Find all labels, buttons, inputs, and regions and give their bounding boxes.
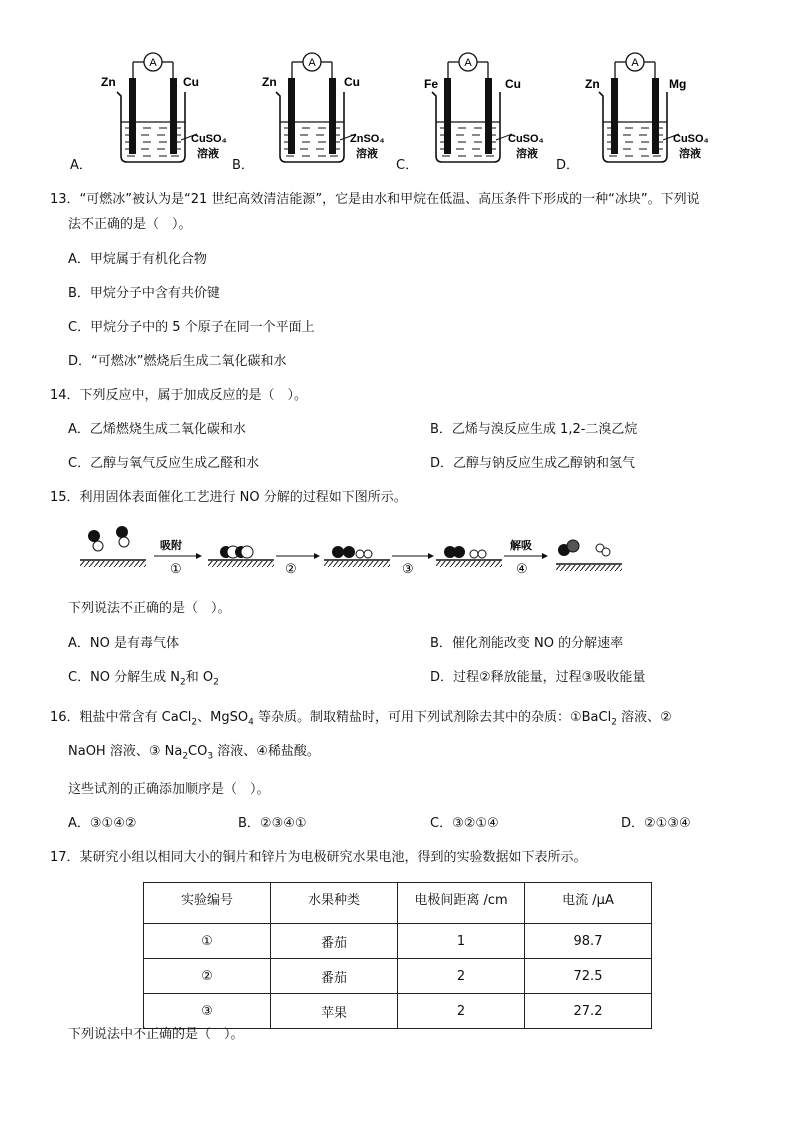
- q13-option-a[interactable]: A．甲烷属于有机化合物: [68, 252, 207, 267]
- solution-formula: ZnSO₄: [350, 133, 385, 145]
- table-cell: ②: [144, 959, 271, 994]
- header-current: 电流 /μA: [525, 883, 652, 924]
- q13-option-d[interactable]: D．“可燃冰”燃烧后生成二氧化碳和水: [68, 354, 287, 369]
- solution-word: 溶液: [356, 148, 378, 160]
- q13-option-b[interactable]: B．甲烷分子中含有共价键: [68, 286, 220, 301]
- q15-option-c-text: C．NO 分解生成 N: [68, 670, 181, 685]
- stage-adsorbed: [208, 546, 274, 567]
- q15-option-a[interactable]: A．NO 是有毒气体: [68, 636, 179, 651]
- subscript: 2: [182, 751, 189, 762]
- left-electrode-label: Zn: [262, 75, 277, 89]
- step-4-label: 解吸: [510, 540, 532, 552]
- q16-option-b[interactable]: B．②③④①: [238, 816, 307, 831]
- table-cell: 1: [398, 924, 525, 959]
- table-cell: 2: [398, 959, 525, 994]
- table-cell: 番茄: [271, 924, 398, 959]
- right-electrode-label: Cu: [183, 75, 199, 89]
- q14-option-a[interactable]: A．乙烯燃烧生成二氧化碳和水: [68, 422, 246, 437]
- q15-option-c-text2: 和 O: [185, 670, 214, 685]
- table-cell: ③: [144, 994, 271, 1029]
- subscript: 3: [207, 751, 214, 762]
- ammeter-label: A: [631, 57, 639, 69]
- table-row: [144, 959, 652, 994]
- stage-desorbed: [556, 540, 622, 571]
- table-header-row: [144, 883, 652, 924]
- stage-initial: [80, 526, 146, 567]
- q17-question: 下列说法中不正确的是（ ）。: [68, 1027, 244, 1042]
- table-row: [144, 924, 652, 959]
- q13-option-c[interactable]: C．甲烷分子中的 5 个原子在同一个平面上: [68, 320, 315, 335]
- table-row: [144, 994, 652, 1029]
- table-cell: 98.7: [525, 924, 652, 959]
- q15-option-c[interactable]: [68, 669, 219, 692]
- apparatus-c[interactable]: [424, 53, 544, 162]
- fruit-battery-table: [143, 882, 652, 1029]
- q15-option-d[interactable]: D．过程②释放能量，过程③吸收能量: [430, 670, 646, 685]
- option-d-letter[interactable]: D．: [556, 158, 580, 173]
- subscript: 4: [248, 717, 254, 728]
- step-1-label: 吸附: [160, 540, 182, 552]
- ammeter-label: A: [149, 57, 157, 69]
- q13-stem-line1: 13．“可燃冰”被认为是“21 世纪高效清洁能源”，它是由水和甲烷在低温、高压条件下形成的一种“冰块”。下列说: [50, 192, 700, 207]
- ammeter-label: A: [464, 57, 472, 69]
- right-electrode-label: Cu: [344, 75, 360, 89]
- solution-formula: CuSO₄: [191, 133, 227, 145]
- stage-dissociated: [324, 546, 390, 567]
- no-decomposition-diagram: [70, 520, 630, 582]
- step-1-number: ①: [170, 561, 182, 576]
- step-4-number: ④: [516, 561, 528, 576]
- text: 、MgSO: [197, 710, 249, 725]
- q15-stem: 15．利用固体表面催化工艺进行 NO 分解的过程如下图所示。: [50, 490, 407, 505]
- table-cell: 番茄: [271, 959, 398, 994]
- text: CO: [188, 744, 208, 759]
- option-b-letter[interactable]: B．: [232, 158, 254, 173]
- q14-option-b[interactable]: B．乙烯与溴反应生成 1,2-二溴乙烷: [430, 422, 638, 437]
- right-electrode-label: Mg: [669, 77, 687, 91]
- text: 溶液、④稀盐酸。: [213, 744, 320, 759]
- apparatus-a[interactable]: [101, 53, 227, 162]
- table-cell: 苹果: [271, 994, 398, 1029]
- text: 溶液、②: [616, 710, 672, 725]
- subscript: 2: [611, 717, 617, 728]
- solution-word: 溶液: [516, 148, 538, 160]
- solution-word: 溶液: [197, 148, 219, 160]
- q16-question: 这些试剂的正确添加顺序是（ ）。: [68, 782, 270, 797]
- q15-option-b[interactable]: B．催化剂能改变 NO 的分解速率: [430, 636, 624, 651]
- q17-stem: 17．某研究小组以相同大小的铜片和锌片为电极研究水果电池，得到的实验数据如下表所示。: [50, 850, 587, 865]
- apparatus-d[interactable]: [585, 53, 709, 162]
- text: NaOH 溶液、③ Na: [68, 744, 183, 759]
- subscript: 2: [180, 677, 186, 688]
- q16-stem-line1: [50, 709, 672, 732]
- option-a-letter[interactable]: A．: [70, 158, 92, 173]
- solution-formula: CuSO₄: [508, 133, 544, 145]
- q16-option-a[interactable]: A．③①④②: [68, 816, 137, 831]
- left-electrode-label: Fe: [424, 77, 439, 91]
- q14-stem: 14．下列反应中，属于加成反应的是（ ）。: [50, 388, 308, 403]
- ammeter-label: A: [308, 57, 316, 69]
- stage-recombined: [436, 546, 502, 567]
- option-c-letter[interactable]: C．: [396, 158, 419, 173]
- q16-option-d[interactable]: D．②①③④: [621, 816, 691, 831]
- table-cell: ①: [144, 924, 271, 959]
- step-3-number: ③: [402, 561, 414, 576]
- header-electrode-distance: 电极间距离 /cm: [398, 883, 525, 924]
- q12-apparatus-figures: [0, 40, 794, 175]
- apparatus-b[interactable]: [262, 53, 385, 162]
- q14-option-d[interactable]: D．乙醇与钠反应生成乙醇钠和氢气: [430, 456, 636, 471]
- subscript: 2: [191, 717, 198, 728]
- q14-option-c[interactable]: C．乙醇与氧气反应生成乙醛和水: [68, 456, 260, 471]
- left-electrode-label: Zn: [101, 75, 116, 89]
- q15-question: 下列说法不正确的是（ ）。: [68, 601, 231, 616]
- q13-stem-line2: 法不正确的是（ ）。: [68, 217, 192, 232]
- header-fruit-type: 水果种类: [271, 883, 398, 924]
- table-cell: 2: [398, 994, 525, 1029]
- subscript: 2: [213, 677, 219, 688]
- q16-stem-line2: [68, 743, 320, 766]
- q16-option-c[interactable]: C．③②①④: [430, 816, 499, 831]
- table-cell: 72.5: [525, 959, 652, 994]
- solution-formula: CuSO₄: [673, 133, 709, 145]
- right-electrode-label: Cu: [505, 77, 521, 91]
- table-cell: 27.2: [525, 994, 652, 1029]
- header-experiment-no: 实验编号: [144, 883, 271, 924]
- text: 等杂质。制取精盐时，可用下列试剂除去其中的杂质：①BaCl: [253, 710, 612, 725]
- left-electrode-label: Zn: [585, 77, 600, 91]
- solution-word: 溶液: [679, 148, 701, 160]
- text: 16．粗盐中常含有 CaCl: [50, 710, 192, 725]
- step-2-number: ②: [285, 561, 297, 576]
